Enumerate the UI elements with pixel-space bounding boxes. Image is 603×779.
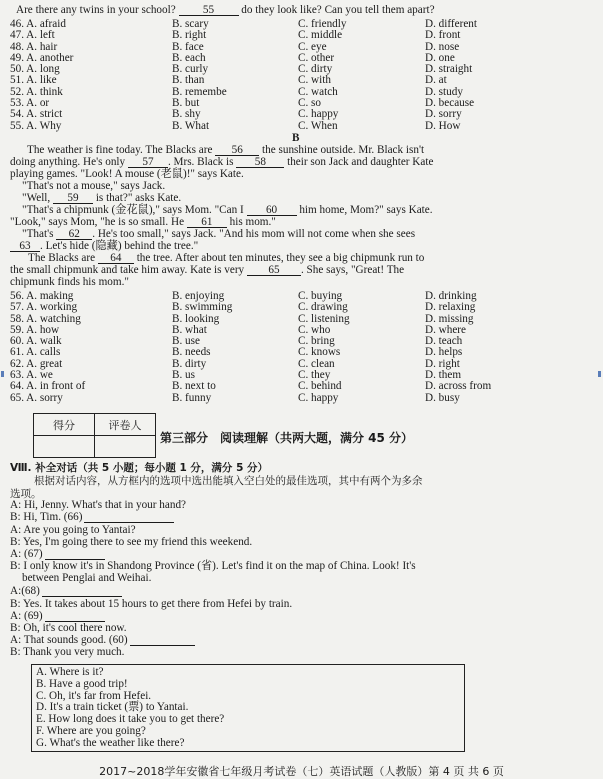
option-choice[interactable]: B. each (172, 51, 206, 64)
blank-55: 55 (179, 5, 239, 16)
option-choice[interactable]: C. buying (298, 290, 343, 302)
option-row (10, 302, 595, 313)
edge-mark-right (598, 371, 601, 377)
blank-58: 58 (236, 157, 284, 168)
choice-option: B. Have a good trip! (36, 677, 128, 690)
option-choice[interactable]: B. swimming (172, 301, 233, 314)
blank-61: 61 (187, 217, 227, 228)
text: The Blacks are (28, 252, 98, 264)
dialogue-text: B: Oh, it's cool there now. (10, 622, 127, 634)
passage-line-top (16, 5, 595, 16)
option-row (10, 109, 595, 120)
passage-b-line-7 (10, 217, 595, 228)
text: "Well, (22, 192, 54, 204)
option-choice[interactable]: D. because (425, 97, 475, 110)
option-choice[interactable]: C. friendly (298, 18, 347, 30)
blank-56: 56 (215, 145, 259, 156)
option-choice[interactable]: C. happy (298, 108, 339, 121)
option-choice[interactable]: B. enjoying (172, 290, 225, 302)
option-choice[interactable]: B. curly (172, 63, 209, 76)
option-choice[interactable]: D. sorry (425, 108, 462, 121)
dialogue-line (10, 586, 595, 597)
option-choice[interactable]: 56. A. making (10, 290, 74, 302)
option-choice[interactable]: 47. A. left (10, 29, 55, 42)
dialogue-text: B: Thank you very much. (10, 646, 125, 658)
option-choice[interactable]: D. missing (425, 312, 474, 325)
option-choice[interactable]: 62. A. great (10, 357, 63, 370)
dialogue-line (10, 599, 595, 610)
passage-b-line-8 (22, 229, 595, 240)
option-choice[interactable]: D. different (425, 18, 477, 30)
dialogue-line (10, 623, 595, 634)
option-choice[interactable]: 60. A. walk (10, 335, 62, 348)
dialogue-line (10, 512, 595, 523)
option-choice[interactable]: 63. A. we (10, 369, 53, 382)
option-choice[interactable]: 65. A. sorry (10, 391, 63, 404)
dialogue-line (10, 525, 595, 536)
option-choice[interactable]: 50. A. long (10, 63, 60, 76)
option-choice[interactable]: B. needs (172, 346, 211, 359)
answer-blank[interactable] (45, 611, 105, 622)
option-choice[interactable]: D. busy (425, 391, 460, 404)
text: . Mrs. Black is (167, 156, 237, 168)
option-choice[interactable]: B. but (172, 97, 200, 110)
option-choice[interactable]: 59. A. how (10, 323, 60, 336)
option-choice[interactable]: 53. A. or (10, 97, 50, 110)
grader-cell[interactable] (95, 436, 156, 458)
option-choice[interactable]: B. face (172, 40, 204, 53)
option-choice[interactable]: D. right (425, 357, 460, 370)
blank-60: 60 (247, 205, 297, 216)
options-46-55 (10, 19, 595, 132)
part3-title: 第三部分 阅读理解（共两大题，满分 45 分） (160, 431, 414, 445)
passage-b-line-4: "That's not a mouse," says Jack. (22, 180, 166, 192)
option-choice[interactable]: C. drawing (298, 301, 348, 314)
option-choice[interactable]: D. drinking (425, 290, 477, 302)
option-choice[interactable]: 55. A. Why (10, 119, 62, 132)
answer-blank[interactable] (42, 586, 122, 597)
option-choice[interactable]: B. use (172, 335, 200, 348)
dialogue-text: between Penglai and Weihai. (22, 572, 152, 584)
option-choice[interactable]: 48. A. hair (10, 40, 58, 53)
choice-option: F. Where are you going? (36, 725, 146, 737)
dialogue-text: A: Hi, Jenny. What's that in your hand? (10, 499, 187, 511)
option-choice[interactable]: C. middle (298, 29, 343, 42)
option-choice[interactable]: C. behind (298, 380, 342, 393)
dialogue-line (10, 500, 595, 511)
option-choice[interactable]: C. so (298, 97, 322, 110)
answer-blank[interactable] (130, 635, 195, 646)
option-choice[interactable]: C. knows (298, 346, 341, 359)
option-choice[interactable]: D. where (425, 323, 467, 336)
edge-mark-left (1, 371, 4, 377)
choice-option: A. Where is it? (36, 666, 104, 678)
option-choice[interactable]: B. than (172, 74, 205, 87)
text: do they look like? Can you tell them apart? (238, 4, 435, 16)
option-choice[interactable]: D. one (425, 51, 455, 64)
choice-option: C. Oh, it's far from Hefei. (36, 689, 152, 702)
section8-heading: Ⅷ. 补全对话（共 5 小题；每小题 1 分，满分 5 分） (10, 462, 269, 474)
passage-b-line-11 (10, 265, 595, 276)
passage-b-line-2 (10, 157, 595, 168)
choice-option: E. How long does it take you to get there? (36, 713, 225, 726)
dialogue-line (22, 573, 595, 584)
option-row (10, 381, 595, 392)
dialogue-text: A: (67) (10, 548, 43, 560)
text: doing anything. He's only (10, 156, 128, 168)
passage-b-line-5 (22, 193, 595, 204)
option-choice[interactable]: B. scary (172, 18, 209, 30)
option-choice[interactable]: 61. A. calls (10, 346, 61, 359)
text: . She says, "Great! The (300, 264, 405, 276)
option-choice[interactable]: D. How (425, 119, 461, 132)
option-choice[interactable]: D. front (425, 29, 461, 42)
dialogue-text: A:(68) (10, 585, 40, 597)
text: their son Jack and daughter Kate (284, 156, 434, 168)
passage-b-line-12: chipmunk finds his mom." (10, 276, 129, 288)
grader-label: 评卷人 (95, 414, 156, 436)
dialogue-text: B: Hi, Tim. (66) (10, 511, 83, 523)
text: . Let's hide (隐藏) behind the tree." (40, 240, 199, 252)
option-choice[interactable]: C. bring (298, 335, 335, 348)
option-choice[interactable]: 54. A. strict (10, 108, 63, 121)
passage-b-line-3: playing games. "Look! A mouse (老鼠)!" says Kate. (10, 168, 244, 180)
dialogue-line (10, 647, 595, 658)
option-choice[interactable]: B. looking (172, 312, 220, 325)
option-choice[interactable]: B. right (172, 29, 207, 42)
passage-b-line-10 (28, 253, 595, 264)
option-choice[interactable]: 58. A. watching (10, 312, 81, 325)
option-choice[interactable]: 64. A. in front of (10, 380, 86, 393)
option-choice[interactable]: C. listening (298, 312, 350, 325)
option-choice[interactable]: D. teach (425, 335, 463, 348)
option-choice[interactable]: D. nose (425, 40, 460, 53)
option-choice[interactable]: B. remembe (172, 85, 227, 98)
passage-b-line-1 (27, 145, 595, 156)
option-choice[interactable]: C. other (298, 51, 335, 64)
choice-option: G. What's the weather like there? (36, 736, 185, 749)
option-choice[interactable]: C. eye (298, 40, 327, 53)
dialogue-text: A: (69) (10, 610, 43, 622)
score-label: 得分 (34, 414, 95, 436)
text: The weather is fine today. The Blacks are (27, 144, 216, 156)
option-choice[interactable]: C. who (298, 323, 331, 336)
score-cell[interactable] (34, 436, 95, 458)
text: "Look," says Mom, "he is so small. He (10, 216, 187, 228)
passage-b-line-9 (10, 241, 595, 252)
option-choice[interactable]: 51. A. like (10, 74, 57, 87)
choice-option: D. It's a train ticket (票) to Yantai. (36, 701, 189, 714)
options-56-65 (10, 291, 595, 404)
option-choice[interactable]: D. relaxing (425, 301, 476, 314)
option-choice[interactable]: D. at (425, 74, 447, 87)
dialogue-text: A: Are you going to Yantai? (10, 524, 136, 536)
option-choice[interactable]: B. us (172, 369, 196, 382)
choices-box (31, 664, 465, 752)
option-row (10, 30, 595, 41)
option-row (10, 393, 595, 404)
option-choice[interactable]: C. When (298, 119, 338, 132)
answer-blank[interactable] (84, 512, 174, 523)
text: the small chipmunk and take him away. Kate is very (10, 264, 247, 276)
option-choice[interactable]: B. shy (172, 108, 201, 121)
option-choice[interactable]: C. watch (298, 85, 338, 98)
dialogue-line (10, 549, 595, 560)
blank-65: 65 (247, 265, 301, 276)
option-choice[interactable]: 52. A. think (10, 85, 63, 98)
dialogue-text: B: Yes. It takes about 15 hours to get there from Hefei by train. (10, 598, 293, 610)
option-choice[interactable]: D. across from (425, 380, 492, 393)
dialogue-text: A: That sounds good. (60) (10, 634, 128, 646)
option-choice[interactable]: D. straight (425, 63, 473, 76)
option-row (10, 121, 595, 132)
option-choice[interactable]: 57. A. working (10, 301, 78, 314)
text: . He's too small," says Jack. "And his mom will not come when she sees (92, 228, 416, 240)
option-choice[interactable]: C. they (298, 369, 331, 382)
dialogue-line (10, 635, 595, 646)
blank-62: 62 (56, 229, 92, 240)
dialogue-text: B: I only know it's in Shandong Province (省). Let's find it on the map of China. Look! It's (10, 560, 416, 572)
option-choice[interactable]: 46. A. afraid (10, 18, 66, 30)
option-choice[interactable]: C. dirty (298, 63, 333, 76)
option-choice[interactable]: D. helps (425, 346, 463, 359)
section8-instruction-2: 选项。 (10, 488, 42, 500)
dialogue-line (10, 611, 595, 622)
dialogue-text: B: Yes, I'm going there to see my friend this weekend. (10, 536, 253, 548)
text: the tree. After about ten minutes, they see a big chipmunk run to (133, 252, 425, 264)
text: him home, Mom?" says Kate. (296, 204, 433, 216)
option-choice[interactable]: B. next to (172, 380, 216, 393)
dialogue-line (10, 561, 595, 572)
option-choice[interactable]: C. happy (298, 391, 339, 404)
answer-blank[interactable] (45, 549, 105, 560)
option-choice[interactable]: D. study (425, 85, 463, 98)
option-choice[interactable]: B. funny (172, 391, 212, 404)
text: "That's a chipmunk (金花鼠)," says Mom. "Can I (22, 204, 247, 216)
dialogue-line (10, 537, 595, 548)
score-table (33, 413, 156, 458)
page-footer: 2017~2018学年安徽省七年级月考试卷（七）英语试题（人教版）第 4 页 共 6 页 (99, 765, 504, 778)
blank-57: 57 (128, 157, 168, 168)
text: is that?" asks Kate. (93, 192, 182, 204)
option-choice[interactable]: C. with (298, 74, 331, 87)
passage-b-line-6 (22, 205, 595, 216)
text: the sunshine outside. Mr. Black isn't (259, 144, 425, 156)
text: "That's (22, 228, 57, 240)
blank-64: 64 (98, 253, 134, 264)
option-choice[interactable]: D. them (425, 369, 462, 382)
section-b-label: B (292, 132, 300, 144)
option-choice[interactable]: 49. A. another (10, 51, 74, 64)
text: his mom." (226, 216, 276, 228)
section8-instruction-1: 根据对话内容，从方框内的选项中选出能填入空白处的最佳选项，其中有两个为多余 (34, 475, 423, 487)
blank-63: 63 (10, 241, 40, 252)
text: Are there any twins in your school? (16, 4, 179, 16)
blank-59: 59 (53, 193, 93, 204)
option-choice[interactable]: B. What (172, 119, 210, 132)
option-choice[interactable]: B. what (172, 323, 207, 336)
option-choice[interactable]: B. dirty (172, 357, 207, 370)
option-choice[interactable]: C. clean (298, 357, 335, 370)
